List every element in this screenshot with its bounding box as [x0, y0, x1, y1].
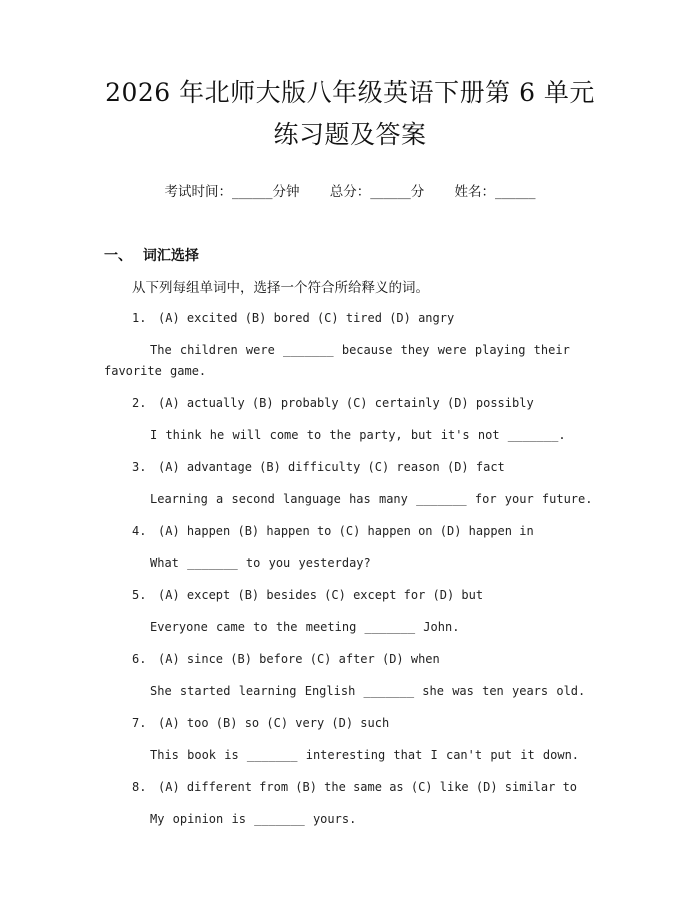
section-heading: [104, 246, 596, 266]
question-sentence: I think he will come to the party, but it's not _______.: [150, 428, 566, 442]
question-item: [104, 393, 596, 446]
exam-info: [104, 182, 596, 202]
question-sentence: This book is _______ interesting that I can't put it down.: [150, 748, 580, 762]
question-options: (A) actually (B) probably (C) certainly (D) possibly: [158, 396, 534, 410]
question-options-line: [104, 308, 596, 340]
question-number: 4.: [132, 524, 147, 538]
question-sentence: What _______ to you yesterday?: [150, 556, 371, 570]
question-options-line: [104, 521, 596, 553]
question-item: [104, 713, 596, 766]
question-item: [104, 585, 596, 638]
question-sentence: Everyone came to the meeting _______ John.: [150, 620, 460, 634]
question-options: (A) since (B) before (C) after (D) when: [158, 652, 440, 666]
question-item: [104, 521, 596, 574]
question-item: [104, 777, 596, 830]
question-options: (A) happen (B) happen to (C) happen on (D) happen in: [158, 524, 534, 538]
question-number: 3.: [132, 460, 147, 474]
question-sentence: She started learning English _______ she was ten years old.: [150, 684, 586, 698]
question-number: 6.: [132, 652, 147, 666]
question-item: [104, 308, 596, 382]
document-title: 2026 年北师大版八年级英语下册第 6 单元练习题及答案: [105, 78, 595, 149]
question-options-line: [104, 649, 596, 681]
question-options: (A) excited (B) bored (C) tired (D) angry: [158, 311, 455, 325]
question-options: (A) different from (B) the same as (C) like (D) similar to: [158, 780, 578, 794]
question-list: [104, 308, 596, 830]
question-sentence: The children were _______ because they were playing their favorite game.: [104, 343, 570, 378]
question-sentence: My opinion is _______ yours.: [150, 812, 357, 826]
question-sentence: Learning a second language has many _______ for your future.: [150, 492, 593, 506]
exam-time: 考试时间：______分钟: [164, 184, 300, 200]
question-number: 5.: [132, 588, 147, 602]
question-options: (A) too (B) so (C) very (D) such: [158, 716, 390, 730]
exam-score: 总分：______分: [329, 184, 425, 200]
question-options-line: [104, 393, 596, 425]
question-options-line: [104, 777, 596, 809]
question-options-line: [104, 585, 596, 617]
question-item: [104, 457, 596, 510]
question-options-line: [104, 457, 596, 489]
question-options: (A) except (B) besides (C) except for (D) but: [158, 588, 484, 602]
question-number: 1.: [132, 311, 147, 325]
exam-name: 姓名：______: [454, 184, 536, 200]
question-number: 2.: [132, 396, 147, 410]
question-options-line: [104, 713, 596, 745]
question-options: (A) advantage (B) difficulty (C) reason (D) fact: [158, 460, 505, 474]
question-number: 7.: [132, 716, 147, 730]
section-number: 一、: [104, 248, 132, 264]
section-title: 词汇选择: [142, 248, 199, 264]
section-instruction: 从下列每组单词中，选择一个符合所给释义的词。: [132, 280, 429, 296]
question-number: 8.: [132, 780, 147, 794]
question-item: [104, 649, 596, 702]
